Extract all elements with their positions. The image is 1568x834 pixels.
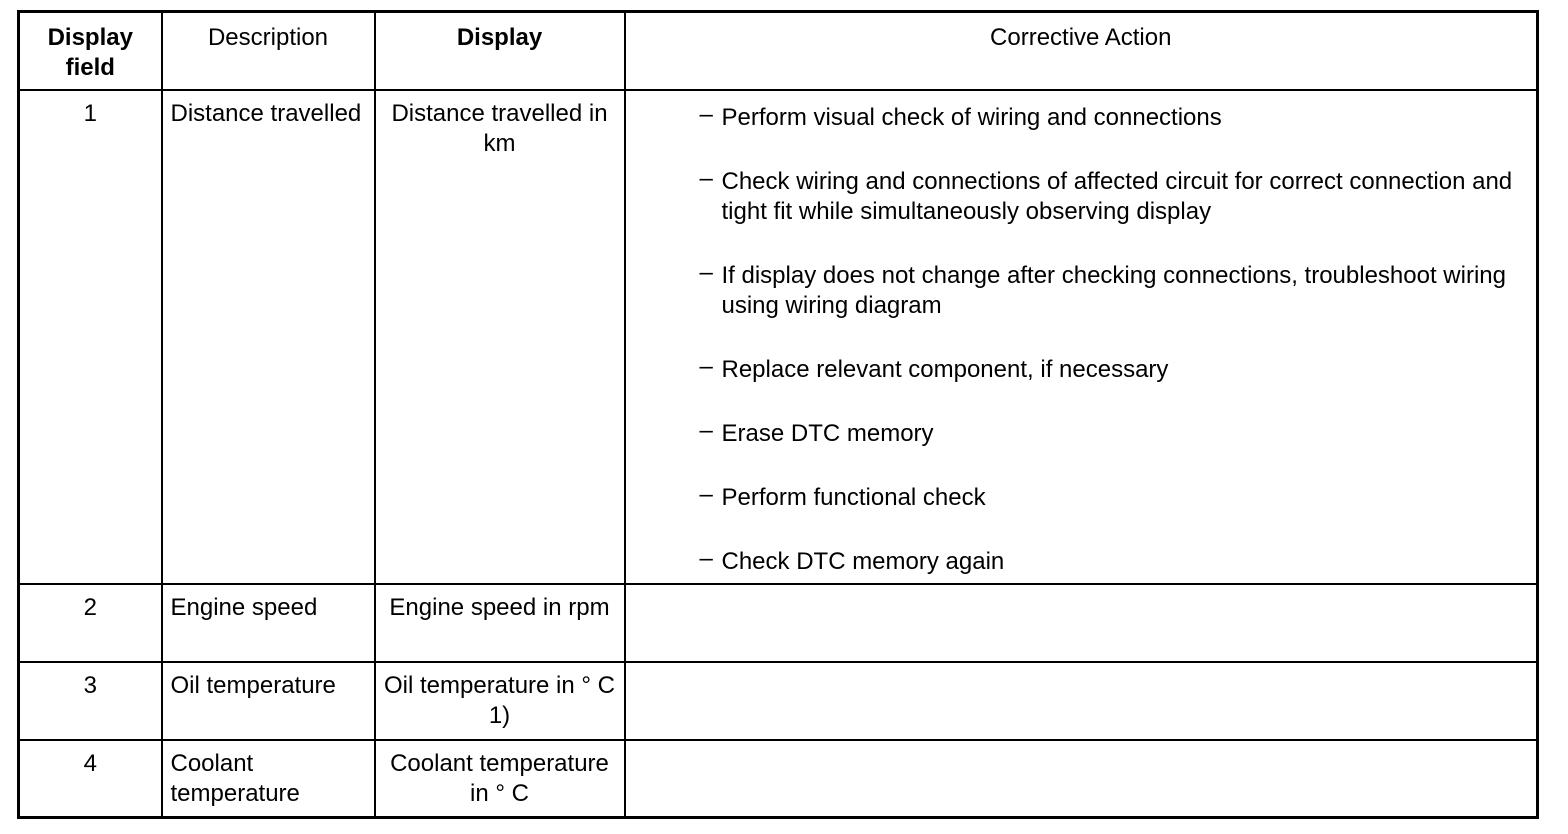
dash-bullet-icon: – xyxy=(699,416,713,444)
display-cell: Engine speed in rpm xyxy=(375,584,625,662)
action-item xyxy=(699,164,1529,227)
header-description: Description xyxy=(162,12,375,90)
dash-bullet-icon: – xyxy=(699,100,713,128)
table-row xyxy=(19,662,1538,740)
display-cell: Coolant temperature in ° C xyxy=(375,740,625,818)
dash-bullet-icon: – xyxy=(699,480,713,508)
description-cell: Distance travelled xyxy=(162,90,375,584)
corrective-action-cell xyxy=(625,740,1538,818)
action-text: Erase DTC memory xyxy=(721,419,934,447)
table-row xyxy=(19,740,1538,818)
dash-bullet-icon: – xyxy=(699,544,713,572)
header-display: Display xyxy=(375,12,625,90)
dash-bullet-icon: – xyxy=(699,352,713,380)
dash-bullet-icon: – xyxy=(699,258,713,286)
display-field-cell: 1 xyxy=(19,90,162,584)
display-cell: Oil temperature in ° C 1) xyxy=(375,662,625,740)
description-cell: Engine speed xyxy=(162,584,375,662)
corrective-action-cell xyxy=(625,662,1538,740)
action-item xyxy=(699,416,1529,449)
action-item xyxy=(699,480,1529,513)
action-list xyxy=(634,100,1529,577)
corrective-action-cell xyxy=(625,584,1538,662)
action-item xyxy=(699,352,1529,385)
table-row xyxy=(19,90,1538,584)
action-text: Perform visual check of wiring and connections xyxy=(721,103,1222,131)
action-text: Check DTC memory again xyxy=(721,547,1005,575)
header-display-field: Display field xyxy=(19,12,162,90)
dash-bullet-icon: – xyxy=(699,164,713,192)
table-header-row xyxy=(19,12,1538,90)
action-item xyxy=(699,258,1529,321)
description-cell: Oil temperature xyxy=(162,662,375,740)
action-text: If display does not change after checking connections, troubleshoot wiring using wiring diagram xyxy=(721,261,1506,319)
header-corrective-action: Corrective Action xyxy=(625,12,1538,90)
action-item xyxy=(699,544,1529,577)
display-field-cell: 2 xyxy=(19,584,162,662)
display-field-cell: 4 xyxy=(19,740,162,818)
corrective-action-table xyxy=(17,10,1539,819)
action-text: Replace relevant component, if necessary xyxy=(721,355,1169,383)
action-item xyxy=(699,100,1529,133)
action-text: Check wiring and connections of affected circuit for correct connection and tight fit while simultaneously observing display xyxy=(721,167,1513,225)
display-field-cell: 3 xyxy=(19,662,162,740)
description-cell: Coolant temperature xyxy=(162,740,375,818)
display-cell: Distance travelled in km xyxy=(375,90,625,584)
table-row xyxy=(19,584,1538,662)
corrective-action-cell xyxy=(625,90,1538,584)
action-text: Perform functional check xyxy=(721,483,986,511)
